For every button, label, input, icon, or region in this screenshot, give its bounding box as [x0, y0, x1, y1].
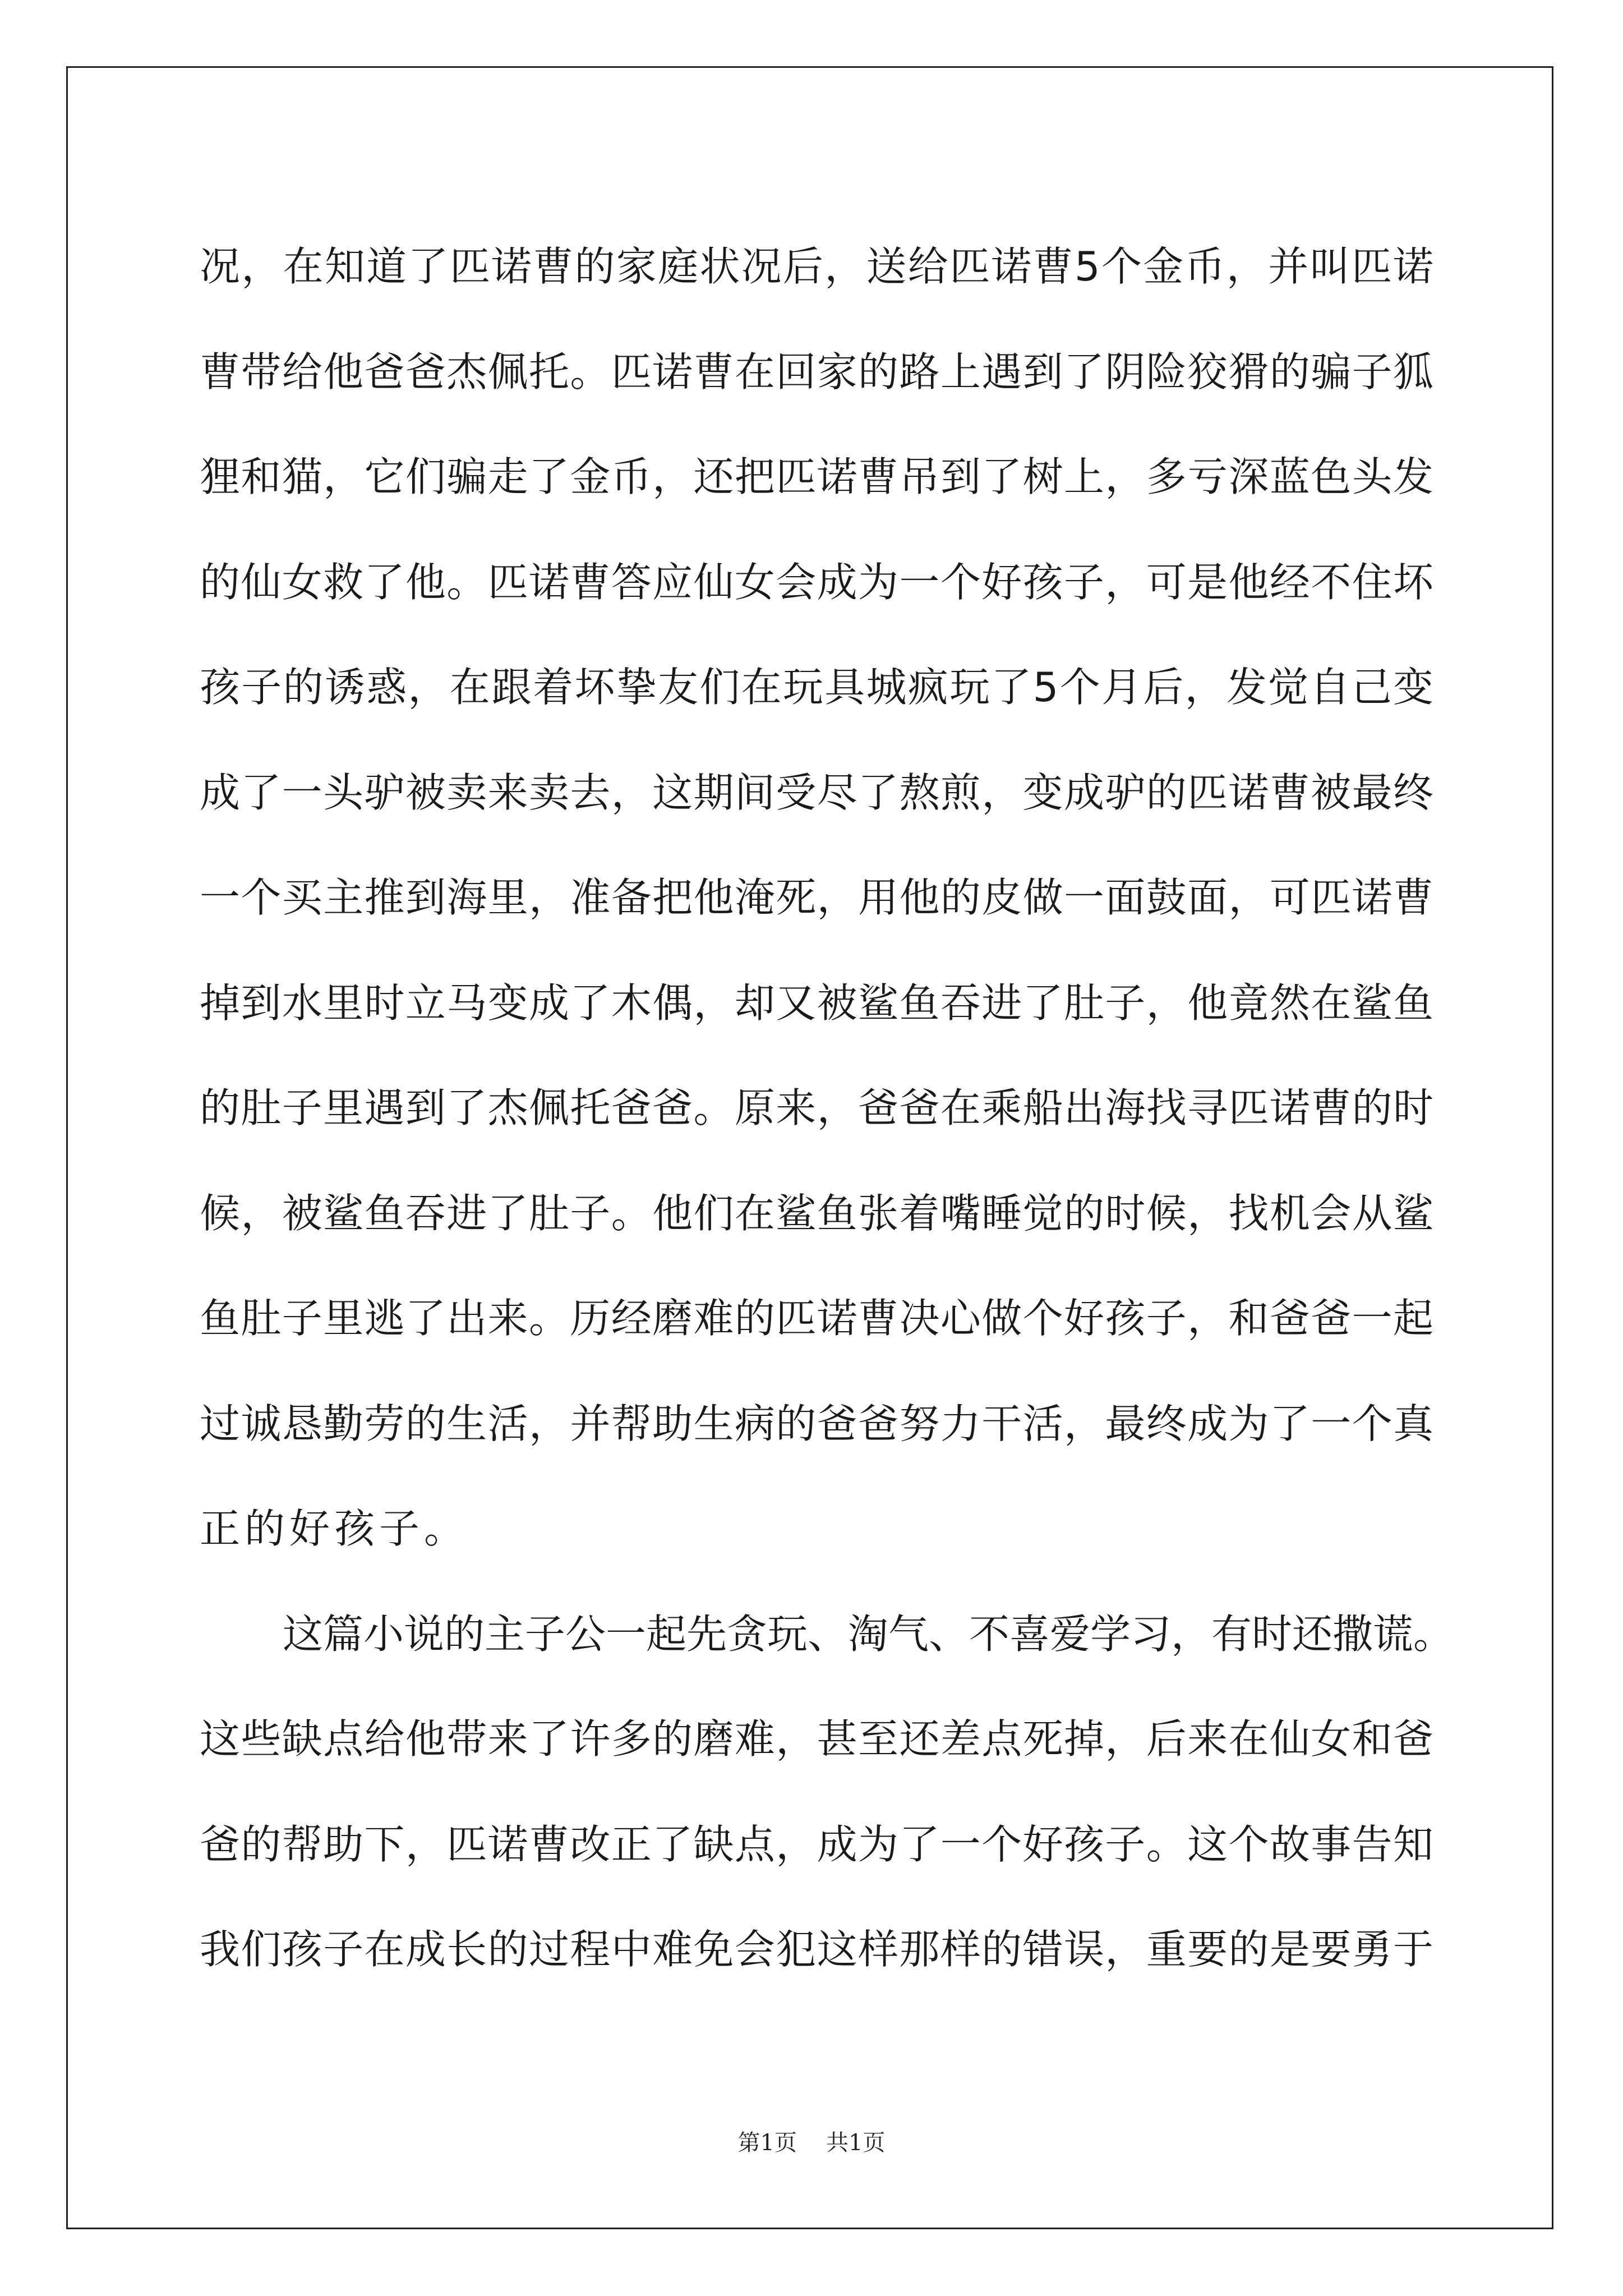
text-line: 的仙女救了他。匹诺曹答应仙女会成为一个好孩子，可是他经不住坏 — [200, 558, 1433, 606]
text-line: 况，在知道了匹诺曹的家庭状况后，送给匹诺曹5个金币，并叫匹诺 — [200, 243, 1433, 290]
text-line: 鱼肚子里逃了出来。历经磨难的匹诺曹决心做个好孩子，和爸爸一起 — [200, 1295, 1433, 1342]
text-line: 曹带给他爸爸杰佩托。匹诺曹在回家的路上遇到了阴险狡猾的骗子狐 — [200, 348, 1433, 395]
text-line: 掉到水里时立马变成了木偶，却又被鲨鱼吞进了肚子，他竟然在鲨鱼 — [200, 979, 1433, 1027]
document-body — [200, 214, 1454, 2003]
text-line: 过诚恳勤劳的生活，并帮助生病的爸爸努力干活，最终成为了一个真 — [200, 1400, 1433, 1447]
text-line: 我们孩子在成长的过程中难免会犯这样那样的错误，重要的是要勇于 — [200, 1926, 1433, 1973]
text-line: 一个买主推到海里，准备把他淹死，用他的皮做一面鼓面，可匹诺曹 — [200, 874, 1433, 921]
text-line: 孩子的诱惑，在跟着坏挚友们在玩具城疯玩了5个月后，发觉自己变 — [200, 664, 1433, 711]
paragraph-end-line: 正的好孩子。 — [200, 1505, 469, 1552]
page-footer — [0, 2125, 1623, 2157]
text-line: 这些缺点给他带来了许多的磨难，甚至还差点死掉，后来在仙女和爸 — [200, 1715, 1433, 1763]
paragraph-first-line: 这篇小说的主子公一起先贪玩、淘气、不喜爱学习，有时还撒谎。 — [283, 1610, 1454, 1658]
text-line: 成了一头驴被卖来卖去，这期间受尽了熬煎，变成驴的匹诺曹被最终 — [200, 769, 1433, 816]
text-line: 狸和猫，它们骗走了金币，还把匹诺曹吊到了树上，多亏深蓝色头发 — [200, 453, 1433, 500]
text-line: 的肚子里遇到了杰佩托爸爸。原来，爸爸在乘船出海找寻匹诺曹的时 — [200, 1084, 1433, 1131]
page-number-current: 第1页 — [737, 2130, 797, 2156]
text-line: 候，被鲨鱼吞进了肚子。他们在鲨鱼张着嘴睡觉的时候，找机会从鲨 — [200, 1189, 1433, 1237]
text-line: 爸的帮助下，匹诺曹改正了缺点，成为了一个好孩子。这个故事告知 — [200, 1820, 1433, 1868]
page-number-total: 共1页 — [826, 2130, 886, 2156]
